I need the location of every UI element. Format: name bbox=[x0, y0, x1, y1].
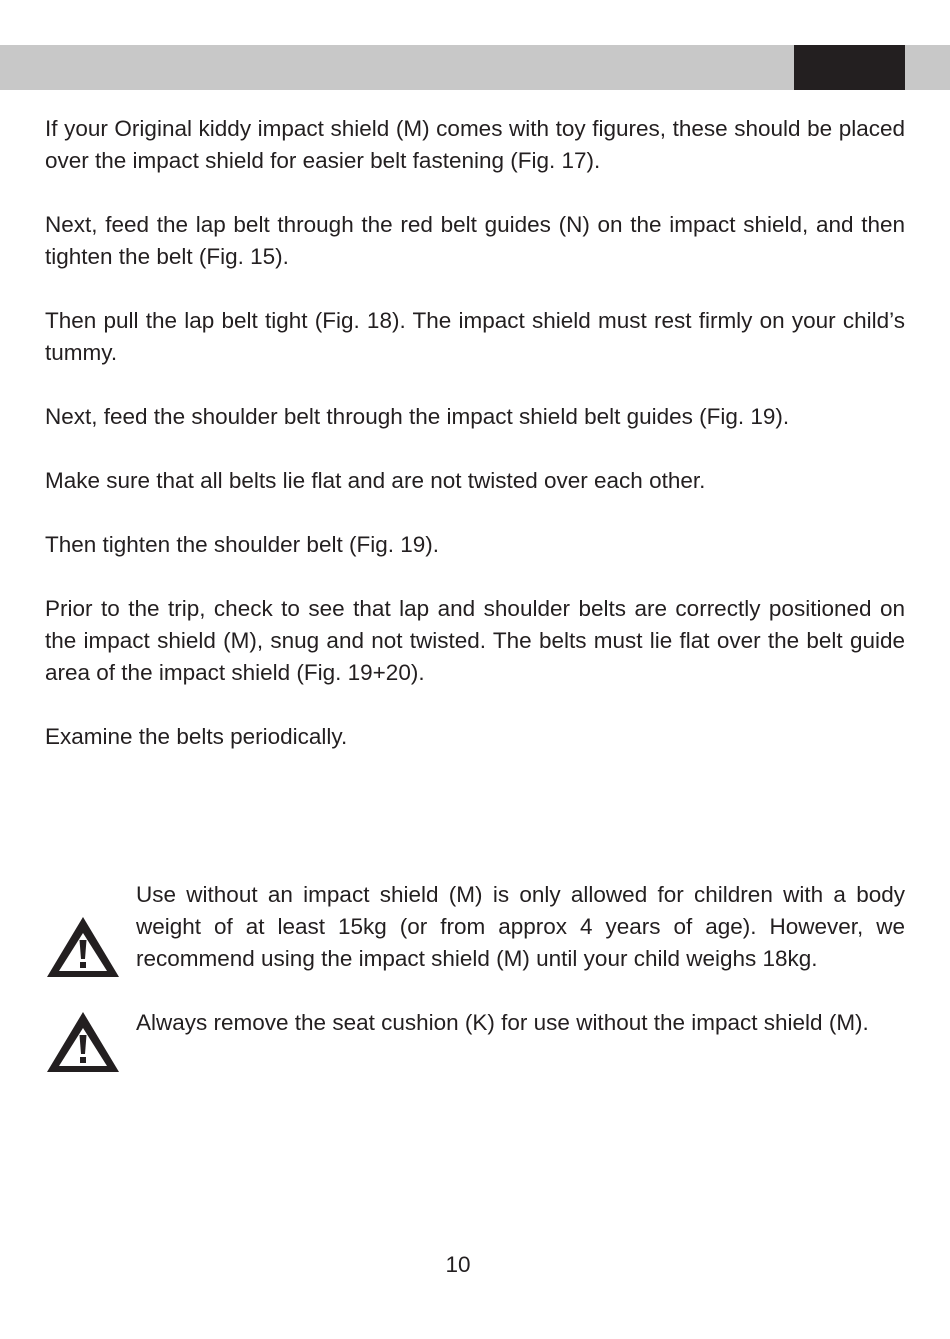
page-number: 10 bbox=[445, 1252, 471, 1277]
paragraph-tighten-shoulder: Then tighten the shoulder belt (Fig. 19). bbox=[45, 532, 439, 557]
paragraph-examine-belts: Examine the belts periodically. bbox=[45, 724, 348, 749]
paragraph-shoulder-belt-guides: Next, feed the shoulder belt through the impact shield belt guides (Fig. 19). bbox=[45, 404, 790, 429]
warning-text: Always remove the seat cushion (K) for use without the impact shield (M). bbox=[136, 1010, 869, 1035]
paragraph-lap-belt-tight: Then pull the lap belt tight (Fig. 18). The impact shield must rest firmly on your child’s tummy. bbox=[45, 308, 905, 365]
paragraph-lap-belt-guides: Next, feed the lap belt through the red belt guides (N) on the impact shield, and then tighten the belt (Fig. 15). bbox=[45, 212, 905, 269]
header-tab bbox=[794, 45, 905, 90]
warnings-section bbox=[45, 879, 905, 1071]
paragraph-belts-flat: Make sure that all belts lie flat and are not twisted over each other. bbox=[45, 468, 706, 493]
instructions-body bbox=[45, 113, 905, 785]
warning-remove-cushion bbox=[45, 1007, 905, 1039]
paragraph-prior-to-trip: Prior to the trip, check to see that lap and shoulder belts are correctly positioned on the impact shield (M), snug and not twisted. The belts must lie flat over the belt guide area of the impact shield (Fig. 19+20). bbox=[45, 596, 905, 685]
warning-triangle-icon bbox=[45, 915, 121, 979]
warning-triangle-icon bbox=[45, 1010, 121, 1074]
warning-without-shield bbox=[45, 879, 905, 975]
warning-text: Use without an impact shield (M) is only allowed for children with a body weight of at least 15kg (or from approx 4 years of age). However, we recommend using the impact shield (M) until your child weighs 18kg. bbox=[136, 882, 905, 971]
paragraph-toy-figures: If your Original kiddy impact shield (M) comes with toy figures, these should be placed over the impact shield for easier belt fastening (Fig. 17). bbox=[45, 116, 905, 173]
